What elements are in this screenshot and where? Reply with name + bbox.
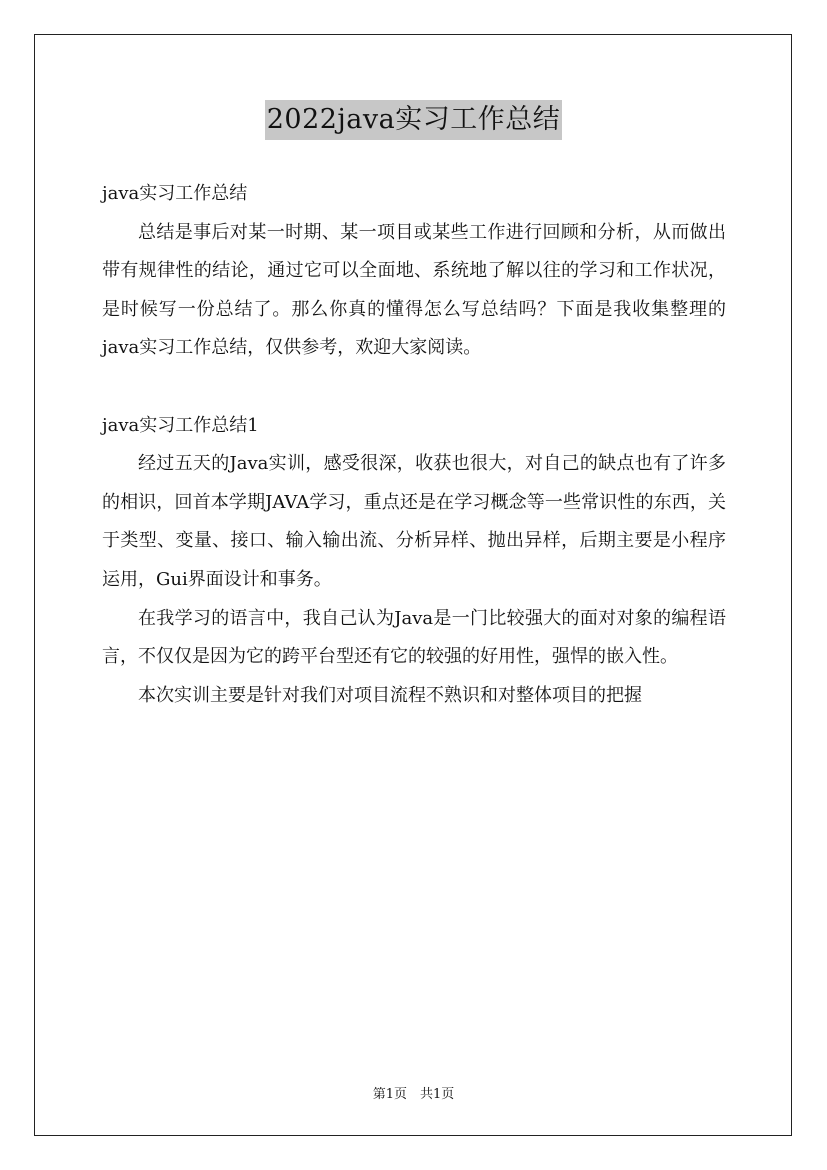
section1-paragraph: 在我学习的语言中，我自己认为Java是一门比较强大的面对对象的编程语言，不仅仅是因为它的跨平台型还有它的较强的好用性，强悍的嵌入性。	[102, 607, 726, 668]
section1-paragraph: 本次实训主要是针对我们对项目流程不熟识和对整体项目的把握	[138, 684, 642, 706]
section1-heading: java实习工作总结1	[102, 414, 259, 436]
document-title: 2022java实习工作总结	[265, 100, 563, 140]
intro-heading: java实习工作总结	[102, 183, 248, 204]
section-spacer	[102, 368, 726, 407]
section1-paragraph: 经过五天的Java实训，感受很深，收获也很大，对自己的缺点也有了许多的相识，回首本学期JAVA学习，重点还是在学习概念等一些常识性的东西，关于类型、变量、接口、输入输出流、分析异样、抛出异样，后期主要是小程序运用，Gui界面设计和事务。	[102, 453, 726, 590]
title-container	[0, 100, 827, 140]
document-body	[102, 175, 726, 715]
intro-paragraph: 总结是事后对某一时期、某一项目或某些工作进行回顾和分析，从而做出带有规律性的结论，通过它可以全面地、系统地了解以往的学习和工作状况，是时候写一份总结了。那么你真的懂得怎么写总结吗？下面是我收集整理的java实习工作总结，仅供参考，欢迎大家阅读。	[102, 221, 726, 359]
page-footer: 第1页 共1页	[372, 1087, 455, 1102]
